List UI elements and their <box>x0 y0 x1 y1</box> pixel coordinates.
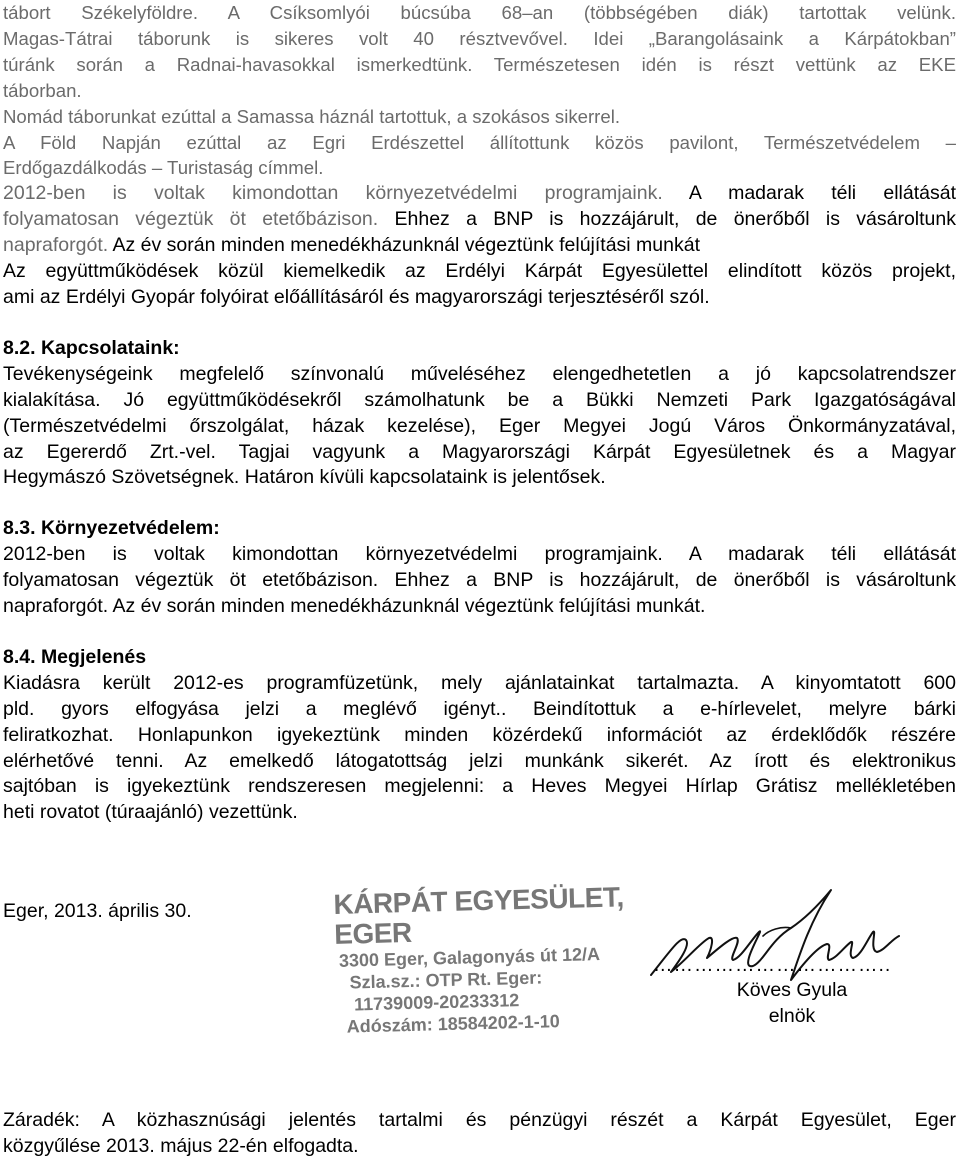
text-line: közgyűlése 2013. május 22-én elfogadta. <box>3 1134 359 1157</box>
text-line: kialakítása. Jó együttműködésekről számolhatunk be a Bükki Nemzeti Park Igazgatóságával <box>3 388 956 411</box>
stamp-line: 11739009-20233312 <box>353 990 520 1015</box>
text-line: Tevékenységeink megfelelő színvonalú műveléséhez elengedhetetlen a jó kapcsolatrendszer <box>3 362 956 385</box>
text-line: ami az Erdélyi Gyopár folyóirat előállításáról és magyarországi terjesztéséről szól. <box>3 285 710 308</box>
signature-block <box>3 880 956 1040</box>
text-line: Magas-Tátrai táborunk is sikeres volt 40 résztvevővel. Idei „Barangolásaink a Kárpátokban” <box>3 27 956 49</box>
text-line <box>3 207 956 233</box>
text-line: túránk során a Radnai-havasokkal ismerkedtünk. Természetesen idén is részt vettünk az EKE <box>3 53 956 75</box>
text-segment: napraforgót. <box>3 234 109 257</box>
section-83-paragraph <box>3 542 956 620</box>
stamp-line: KÁRPÁT EGYESÜLET, EGER <box>333 881 625 950</box>
text-line: elérhetővé tenni. Az emelkedő látogatottság jelzi munkánk sikerét. Az írott és elektronikus <box>3 749 956 772</box>
stamp-line: Szla.sz.: OTP Rt. Eger: <box>349 967 543 993</box>
signer-name: Köves Gyula <box>736 979 848 1001</box>
intro-gray-paragraph <box>3 0 956 181</box>
text-line: feliratkozhat. Honlapunkon igyekeztünk minden közérdekű információt az érdeklődők részére <box>3 723 956 746</box>
section-82-paragraph <box>3 362 956 492</box>
text-line: Záradék: A közhasznúsági jelentés tartalmi és pénzügyi részét a Kárpát Egyesület, Eger <box>3 1109 956 1131</box>
text-line: sajtóban is igyekeztünk rendszeresen megjelenni: a Heves Megyei Hírlap Grátisz mellékletében <box>3 775 956 798</box>
section-heading-megjelenes: 8.4. Megjelenés <box>3 645 147 668</box>
signature-line: …………………………….. <box>653 954 892 976</box>
text-line: Hegymászó Szövetségnek. Határon kívüli kapcsolataink is jelentősek. <box>3 466 606 489</box>
text-line: pld. gyors elfogyása jelzi a meglévő igényt.. Beindítottuk a e-hírlevelet, melyre bárki <box>3 697 956 720</box>
text-line: Erdőgazdálkodás – Turistaság címmel. <box>3 157 324 179</box>
section-84-paragraph <box>3 671 956 826</box>
text-line: A Föld Napján ezúttal az Egri Erdészettel állítottunk közös pavilont, Természetvédelem – <box>3 131 956 153</box>
text-segment: Ehhez a BNP is hozzájárult, de önerőből is vásároltunk <box>394 208 956 231</box>
text-line: táborban. <box>3 79 82 101</box>
text-line: folyamatosan végeztük öt etetőbázison. Ehhez a BNP is hozzájárult, de önerőből is vásároltunk <box>3 569 956 592</box>
document-page <box>3 0 956 826</box>
intro-mixed-paragraph <box>3 181 956 311</box>
text-line: Nomád táborunkat ezúttal a Samassa háznál tartottuk, a szokásos sikerrel. <box>3 105 620 127</box>
text-line <box>3 233 956 259</box>
text-line: heti rovatot (túraajánló) vezettünk. <box>3 801 298 824</box>
text-line: napraforgót. Az év során minden menedékházunknál végeztünk felújítási munkát. <box>3 595 706 618</box>
spacer <box>3 311 956 336</box>
text-line: (Természetvédelmi őrszolgálat, házak kezelése), Eger Megyei Jogú Város Önkormányzatával, <box>3 414 956 437</box>
closing-paragraph <box>3 1108 956 1160</box>
organization-stamp <box>333 882 637 1038</box>
text-line: tábort Székelyföldre. A Csíksomlyói búcsúba 68–an (többségében diák) tartottak velünk. <box>3 2 956 23</box>
text-segment: 2012-ben is voltak kimondottan környezetvédelmi programjaink. <box>3 182 663 205</box>
section-heading-kornyezetvedelem: 8.3. Környezetvédelem: <box>3 517 220 540</box>
document-date: Eger, 2013. április 30. <box>3 900 192 922</box>
signer-title: elnök <box>768 1004 816 1027</box>
text-segment: folyamatosan végeztük öt etetőbázison. <box>3 208 379 231</box>
text-line: Kiadásra került 2012-es programfüzetünk, mely ajánlatainkat tartalmazta. A kinyomtatott 600 <box>3 671 956 694</box>
text-segment: A madarak téli ellátását <box>688 182 957 205</box>
stamp-line: Adószám: 18584202-1-10 <box>346 1011 561 1037</box>
spacer <box>3 491 956 516</box>
stamp-line: 3300 Eger, Galagonyás út 12/A <box>338 943 601 971</box>
text-segment: Az év során minden menedékházunknál végeztünk felújítási munkát <box>112 234 701 257</box>
spacer <box>3 620 956 645</box>
signer <box>727 978 857 1030</box>
text-line: 2012-ben is voltak kimondottan környezetvédelmi programjaink. A madarak téli ellátását <box>3 543 956 566</box>
text-line <box>3 181 956 207</box>
text-line: az Egererdő Zrt.-vel. Tagjai vagyunk a Magyarországi Kárpát Egyesületnek és a Magyar <box>3 440 956 463</box>
section-heading-kapcsolataink: 8.2. Kapcsolataink: <box>3 336 180 359</box>
text-line: Az együttműködések közül kiemelkedik az Erdélyi Kárpát Egyesülettel elindított közös projekt, <box>3 260 956 283</box>
